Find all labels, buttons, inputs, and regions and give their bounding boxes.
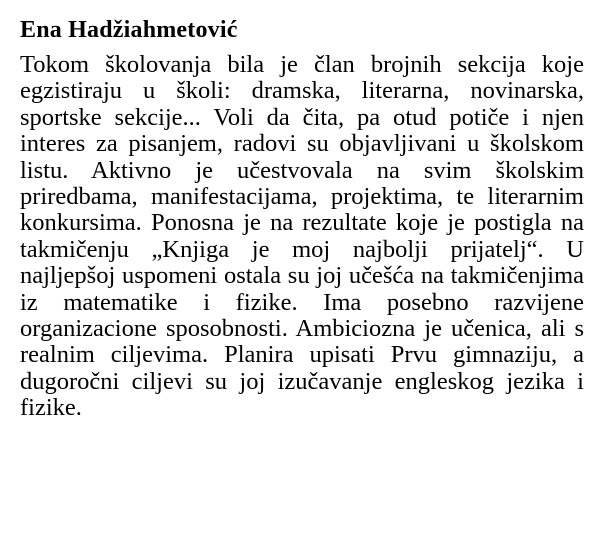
biography-paragraph: Tokom školovanja bila je član brojnih sekcija koje egzistiraju u školi: dramska, literarna, novinarska, sportske sekcije... Voli da čita, pa otud potiče i njen interes za pisanjem, radovi su objavljivani u školskom listu. Aktivno je učestvovala na svim školskim priredbama, manifestacijama, projektima, te literarnim konkursima. Ponosna je na rezultate koje je postigla na takmičenju „Knjiga je moj najbolji prijatelj“. U najljepšoj uspomeni ostala su joj učešća na takmičenjima iz matematike i fizike. Ima posebno razvijene organizacione sposobnosti. Ambiciozna je učenica, ali s realnim ciljevima. Planira upisati Prvu gimnaziju, a dugoročni ciljevi su joj izučavanje engleskog jezika i fizike. bbox=[20, 51, 584, 422]
person-name-heading: Ena Hadžiahmetović bbox=[20, 17, 238, 43]
document bbox=[20, 18, 584, 422]
